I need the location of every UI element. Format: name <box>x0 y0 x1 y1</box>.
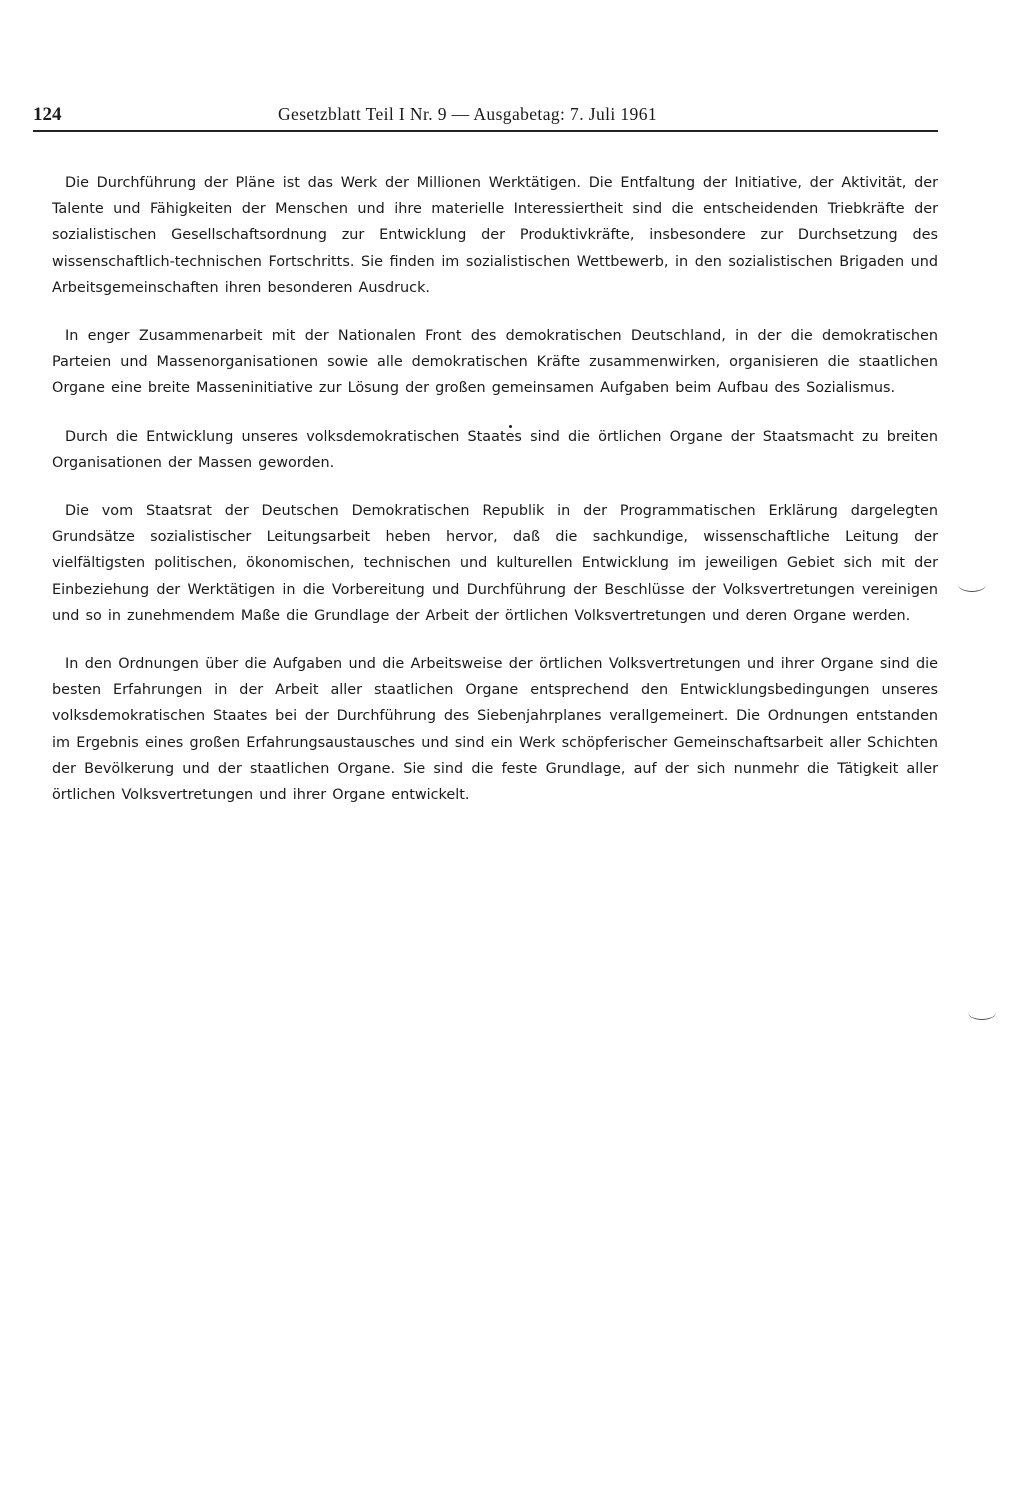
page-header <box>33 104 938 132</box>
paragraph: In den Ordnungen über die Aufgaben und die Arbeitsweise der örtlichen Volksvertretungen und ihrer Organe sind die besten Erfahrungen in der Arbeit aller staatlichen Organe entsprechend den Entwicklungsbedingungen unseres volksdemokratischen Staates bei der Durchführung des Siebenjahrplanes verallgemeinert. Die Ordnungen entstanden im Ergebnis eines großen Erfahrungsaustausches und sind ein Werk schöpferischer Gemeinschaftsarbeit aller Schichten der Bevölkerung und der staatlichen Organe. Sie sind die feste Grundlage, auf der sich nunmehr die Tätigkeit aller örtlichen Volksvertretungen und ihrer Organe entwickelt. <box>52 656 938 804</box>
body-text <box>52 170 938 830</box>
print-speck <box>509 425 512 428</box>
paragraph: In enger Zusammenarbeit mit der Nationalen Front des demokratischen Deutschland, in der die demokratischen Parteien und Massenorganisationen sowie alle demokratischen Kräfte zusammenwirken, organisieren die staatlichen Organe eine breite Masseninitiative zur Lösung der großen gemeinsamen Aufgaben beim Aufbau des Sozialismus. <box>52 328 938 397</box>
margin-mark <box>958 577 986 592</box>
gazette-title: Gesetzblatt Teil I Nr. 9 — Ausgabetag: 7. Juli 1961 <box>278 104 658 124</box>
margin-mark <box>968 1005 996 1020</box>
paragraph: Die vom Staatsrat der Deutschen Demokratischen Republik in der Programmatischen Erklärung dargelegten Grundsätze sozialistischer Leitungsarbeit heben hervor, daß die sachkundige, wissenschaftliche Leitung der vielfältigsten politischen, ökonomischen, technischen und kulturellen Entwicklung im jeweiligen Gebiet sich mit der Einbeziehung der Werktätigen in die Vorbereitung und Durchführung der Beschlüsse der Volksvertretungen vereinigen und so in zunehmendem Maße die Grundlage der Arbeit der örtlichen Volksvertretungen und deren Organe werden. <box>52 503 938 624</box>
page-number: 124 <box>33 104 62 125</box>
paragraph: Durch die Entwicklung unseres volksdemokratischen Staates sind die örtlichen Organe der Staatsmacht zu breiten Organisationen der Massen geworden. <box>52 428 938 471</box>
paragraph: Die Durchführung der Pläne ist das Werk der Millionen Werktätigen. Die Entfaltung der Initiative, der Aktivität, der Talente und Fähigkeiten der Menschen und ihre materielle Interessiertheit sind die entscheidenden Triebkräfte der sozialistischen Gesellschaftsordnung zur Entwicklung der Produktivkräfte, insbesondere zur Durchsetzung des wissenschaftlich-technischen Fortschritts. Sie finden im sozialistischen Wettbewerb, in den sozialistischen Brigaden und Arbeitsgemeinschaften ihren besonderen Ausdruck. <box>52 175 938 296</box>
